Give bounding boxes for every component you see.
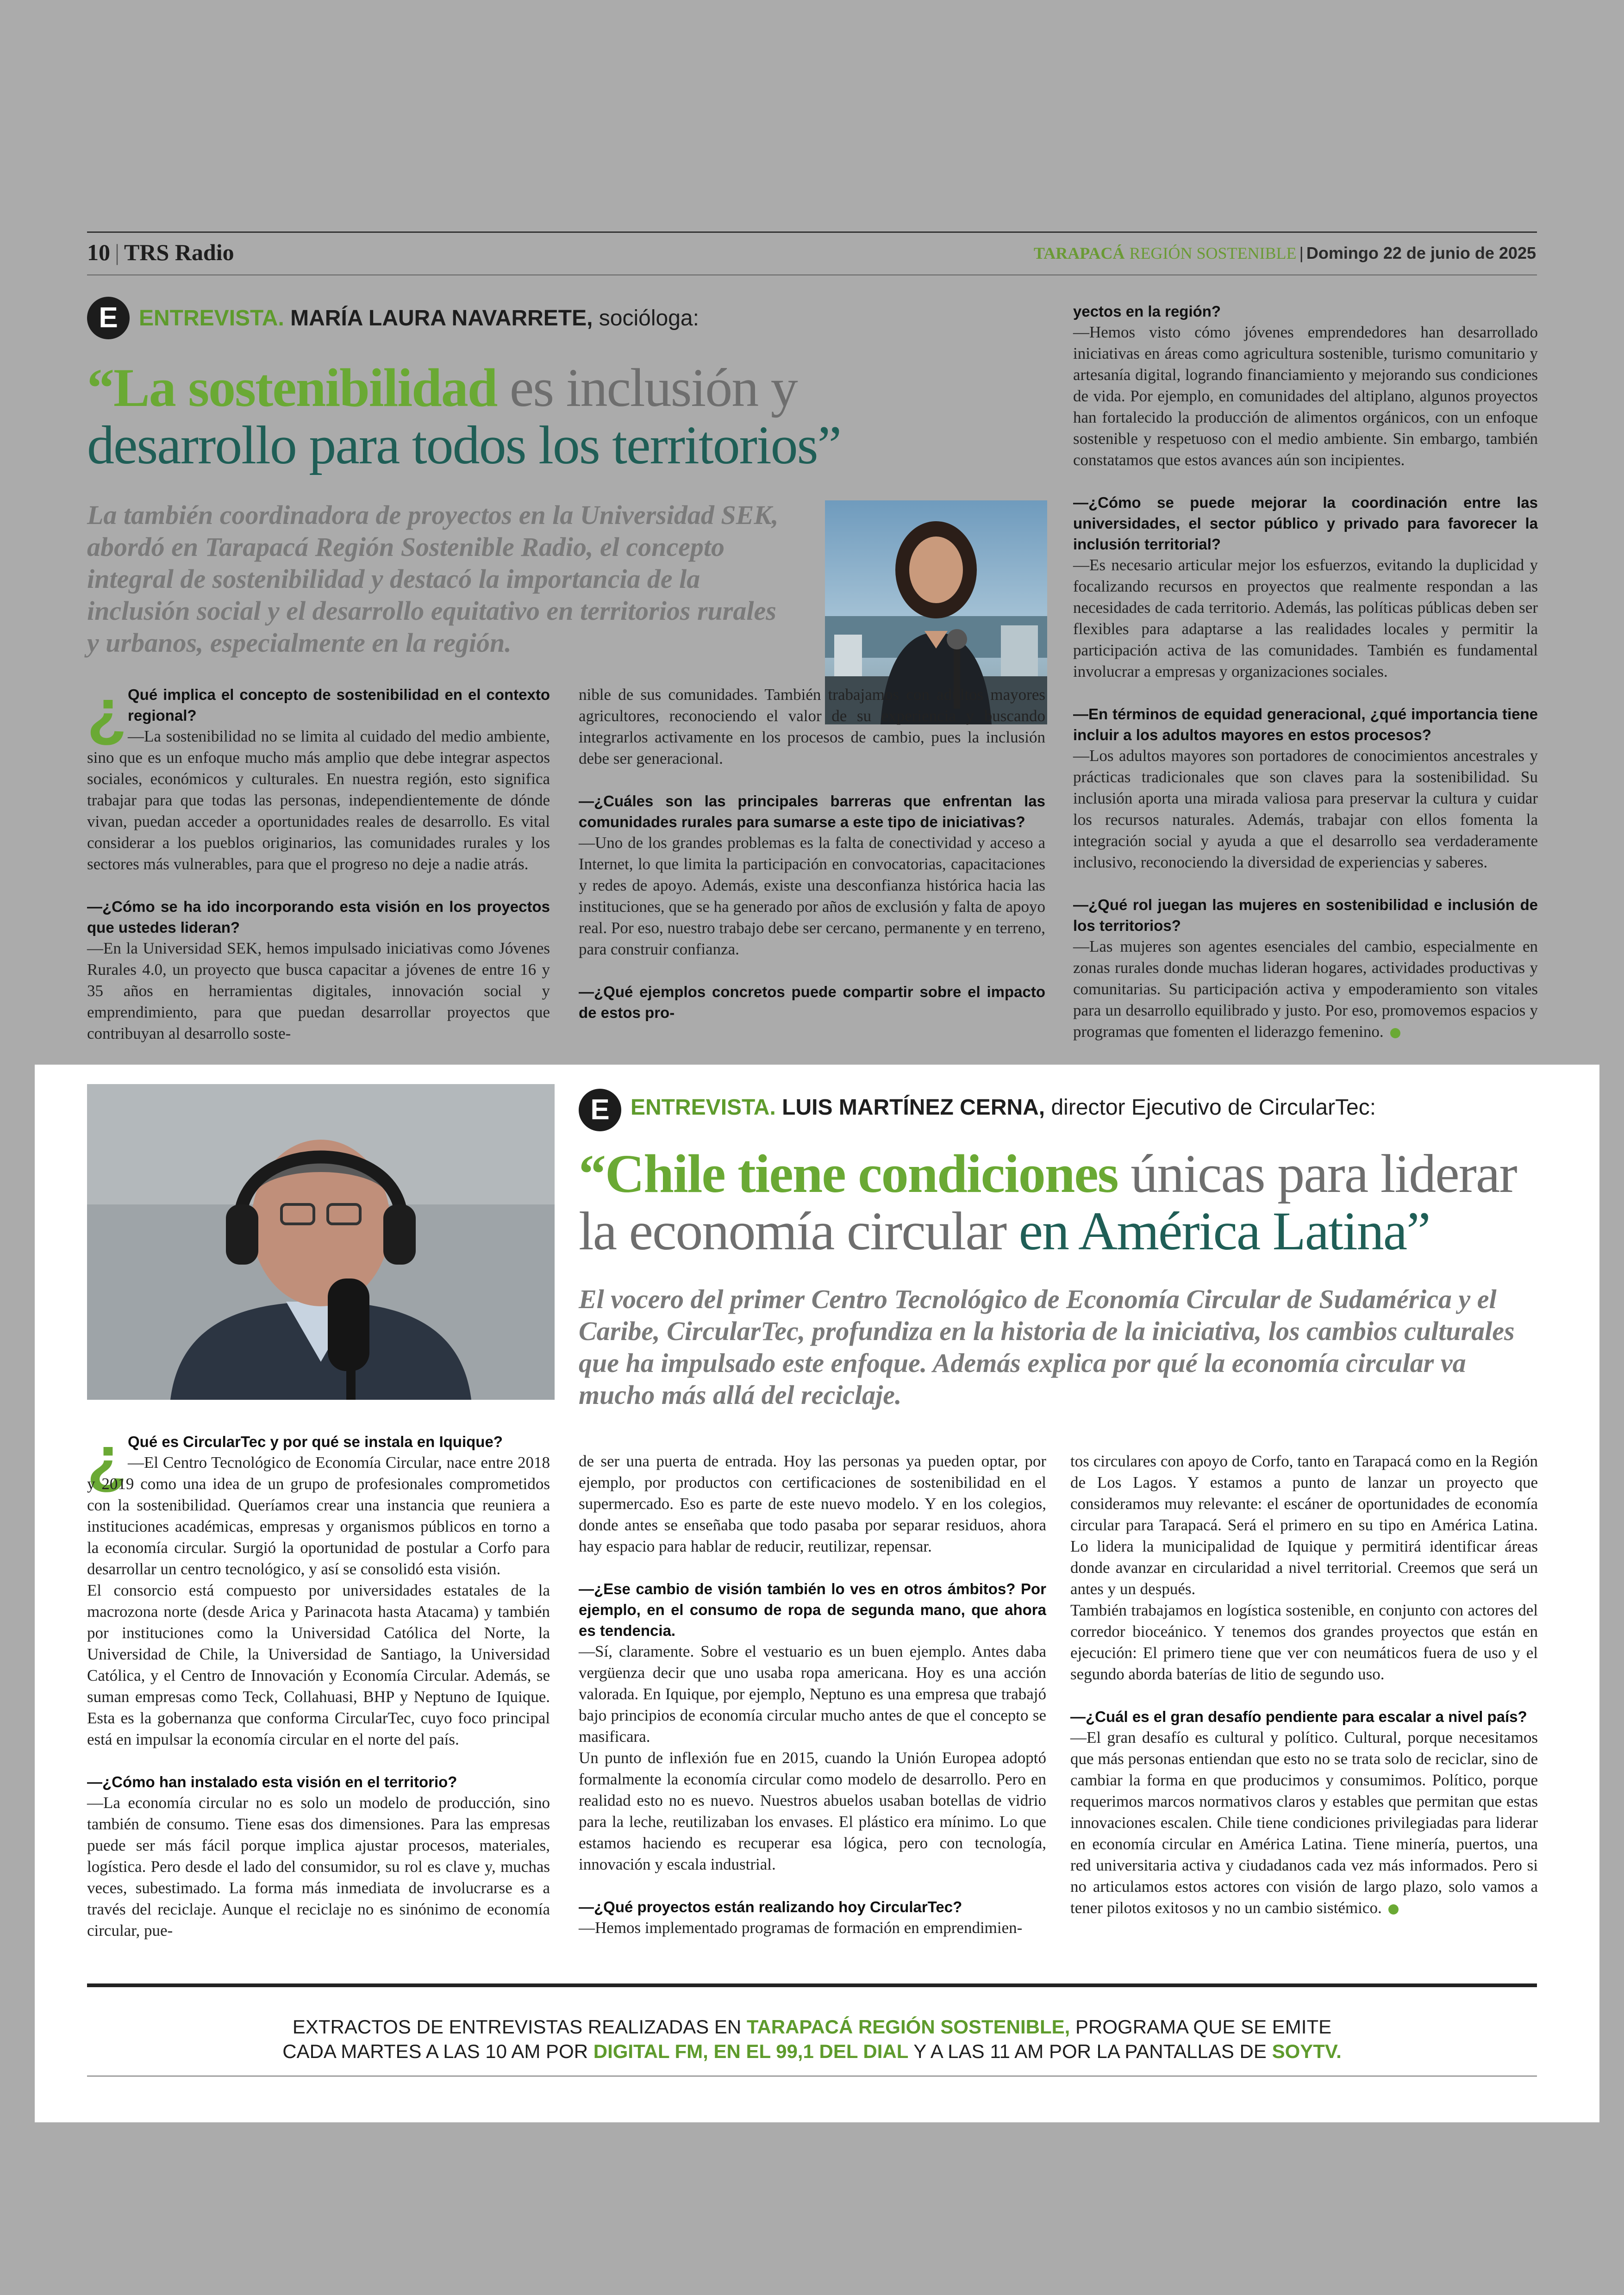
- article1-question-7: —¿Qué rol juegan las mujeres en sostenibilidad e inclusión de los territorios?: [1073, 896, 1538, 934]
- article2-column-2: [579, 1451, 1046, 1939]
- article2-answer-3: —Sí, claramente. Sobre el vestuario es un buen ejemplo. Antes daba vergüenza decir que uno usaba ropa americana. Hoy es una acción valorada. En Iquique, por ejemplo, Neptuno es una empresa que trabajó bajo principios de economía circular mucho antes de que el concepto se masificara.: [579, 1642, 1046, 1746]
- article2-headline-line2-teal: en América Latina”: [1018, 1200, 1430, 1261]
- article2-question-4: —¿Qué proyectos están realizando hoy CircularTec?: [579, 1898, 962, 1915]
- article2-answer-1b: El consorcio está compuesto por universidades estatales de la macrozona norte (desde Arica y Parinacota hasta Atacama) y también por instituciones como la Universidad Católica del Norte, la Universidad de Chile, la Universidad de Santiago, la Universidad Católica, y el Centro de Innovación y Economía Circular. Además, se suman empresas como Teck, Collahuasi, BHP y Neptuno de Iquique. Esta es la gobernanza que conforma CircularTec, cuyo foco principal está en impulsar la economía circular en el norte del país.: [87, 1581, 550, 1748]
- footer-l1-c: PROGRAMA QUE SE EMITE: [1070, 2016, 1332, 2038]
- article1-e-badge: E: [87, 297, 130, 339]
- man-portrait-image: [87, 1084, 555, 1400]
- article2-answer-4b: También trabajamos en logística sostenible, en conjunto con actores del corredor bioceánico. Y tenemos dos grandes proyectos que están en ejecución: El primero tiene que ver con neumáticos fuera de uso y el segundo aborda baterías de litio de segundo uso.: [1070, 1601, 1538, 1683]
- article1-answer-1: —La sostenibilidad no se limita al cuidado del medio ambiente, sino que es un enfoque mucho más amplio que debe integrar aspectos sociales, económicos y culturales. En nuestra región, esto significa trabajar para que todas las personas, independientemente de dónde vivan, puedan acceder a oportunidades reales de desarrollo. Es vital considerar a los pueblos originarios, las comunidades rurales y los sectores más vulnerables, para que el progreso no deje a nadie atrás.: [87, 727, 550, 873]
- article1-drop-question-mark: ¿: [87, 675, 127, 748]
- article2-kicker: [631, 1095, 1376, 1120]
- article1-question-3: —¿Cuáles son las principales barreras que enfrentan las comunidades rurales para sumarse a este tipo de iniciativas?: [579, 792, 1045, 830]
- footer-l2-radio: DIGITAL FM, EN EL 99,1 DEL DIAL: [593, 2040, 909, 2062]
- article2-headline: [579, 1145, 1517, 1260]
- article2-question-2: —¿Cómo han instalado esta visión en el territorio?: [87, 1773, 457, 1790]
- brand-light: REGIÓN SOSTENIBLE: [1129, 244, 1297, 262]
- article1-answer-4: —Hemos visto cómo jóvenes emprendedores han desarrollado iniciativas en áreas como agricultura sostenible, turismo comunitario y artesanía digital, logrando financiamiento y mejorando sus condiciones de vida. Por ejemplo, en comunidades del altiplano, algunos proyectos han fortalecido la producción de alimentos orgánicos, con un enfoque sostenible y respetuoso con el medio ambiente. Sin embargo, también constatamos que estos avances aún son incipientes.: [1073, 323, 1538, 469]
- article2-kicker-label: ENTREVISTA.: [631, 1095, 776, 1120]
- article1-column-3: [1073, 301, 1538, 1042]
- article2-column-3: [1070, 1451, 1538, 1919]
- article1-kicker: [139, 306, 699, 331]
- article1-answer-3: —Uno de los grandes problemas es la falta de conectividad y acceso a Internet, lo que limita la participación en convocatorias, capacitaciones y redes de apoyo. Además, existe una desconfianza histórica hacia las instituciones, que se ha generado por años de exclusión y falta de apoyo real. Por eso, nuestro trabajo debe ser cercano, permanente y en terreno, para construir confianza.: [579, 834, 1045, 958]
- article2-headline-green: “Chile tiene condiciones: [579, 1143, 1118, 1204]
- article2-answer-4-cont: tos circulares con apoyo de Corfo, tanto en Tarapacá como en la Región de Los Lagos. Y estamos a punto de lanzar un proyecto que consideramos muy relevante: el escáner de oportunidades de economía circular para Tarapacá. Será el primero en su tipo en América Latina. Lo lidera la municipalidad de Iquique y permitirá identificar áreas donde avanzar en circularidad a nivel territorial. Creemos que será un antes y un después.: [1070, 1452, 1538, 1598]
- article1-answer-5: —Es necesario articular mejor los esfuerzos, evitando la duplicidad y focalizando recursos en proyectos que realmente respondan a las necesidades de cada territorio. Además, las políticas públicas deben ser flexibles para adaptarse a las realidades locales y permitir la participación activa de las comunidades. También es fundamental involucrar a empresas y organizaciones sociales.: [1073, 556, 1538, 680]
- section-name: TRS Radio: [124, 239, 234, 265]
- article1-question-4: —¿Qué ejemplos concretos puede compartir sobre el impacto de estos pro-: [579, 983, 1045, 1021]
- article2-column-1: [87, 1431, 550, 1941]
- article2-answer-2-cont: de ser una puerta de entrada. Hoy las personas ya pueden optar, por ejemplo, por productos con certificaciones de sostenibilidad en el supermercado. Eso es parte de este nuevo modelo. Y en los colegios, donde antes se enseñaba que todo pasaba por separar residuos, ahora hay espacio para hablar de reducir, reutilizar, repensar.: [579, 1452, 1046, 1555]
- article2-answer-2: —La economía circular no es solo un modelo de producción, sino también de consumo. Tiene esas dos dimensiones. Para las empresas puede ser más fácil porque implica ajustar procesos, materiales, logística. Pero desde el lado del consumidor, su rol es clave y, muchas veces, subestimado. La forma más inmediata de involucrarse es a través del reciclaje. Aunque el reciclaje no es sinónimo de economía circular, pue-: [87, 1794, 550, 1940]
- article1-answer-2-cont: nible de sus comunidades. También trabajamos con adultos mayores agricultores, reconociendo el valor de su experiencia y buscando integrarlos activamente en los procesos de cambio, pues la inclusión debe ser generacional.: [579, 686, 1045, 767]
- article2-answer-5: [1070, 1727, 1538, 1919]
- footer-l2-a: CADA MARTES A LAS 10 AM POR: [282, 2040, 593, 2062]
- header-bottom-rule: [87, 274, 1537, 275]
- brand-bold: TARAPACÁ: [1033, 244, 1125, 262]
- article2-answer-4: —Hemos implementado programas de formación en emprendimien-: [579, 1919, 1023, 1937]
- article2-kicker-role: director Ejecutivo de CircularTec:: [1051, 1095, 1376, 1120]
- article2-headline-line2-gray: la economía circular: [579, 1200, 1019, 1261]
- article2-drop-question-mark: ¿: [87, 1422, 127, 1495]
- article1-kicker-role: socióloga:: [599, 306, 699, 331]
- dateline-separator: |: [1299, 243, 1304, 262]
- article2-question-1: Qué es CircularTec y por qué se instala en Iquique?: [128, 1433, 503, 1450]
- article2-answer-3b: Un punto de inflexión fue en 2015, cuando la Unión Europea adoptó formalmente la economía circular como modelo de desarrollo. Pero en realidad esto no es nuevo. Nuestros abuelos usaban botellas de vidrio para la leche, reutilizaban los envases. El plástico era mínimo. Lo que estamos haciendo es recuperar esa lógica, pero con tecnología, innovación y escala industrial.: [579, 1749, 1046, 1873]
- footer-bottom-rule: [87, 2076, 1537, 2077]
- article1-answer-2: —En la Universidad SEK, hemos impulsado iniciativas como Jóvenes Rurales 4.0, un proyecto que busca capacitar a jóvenes de entre 16 y 35 años en herramientas digitales, innovación social y emprendimiento, para que puedan desarrollar proyectos que contribuyan al desarrollo soste-: [87, 939, 550, 1042]
- article2-photo: [87, 1084, 555, 1400]
- header-top-rule: [87, 231, 1537, 233]
- article1-question-1: Qué implica el concepto de sostenibilidad en el contexto regional?: [128, 686, 550, 724]
- article1-kicker-name: MARÍA LAURA NAVARRETE,: [290, 306, 593, 331]
- article1-question-6: —En términos de equidad generacional, ¿qué importancia tiene incluir a los adultos mayores en estos procesos?: [1073, 705, 1538, 743]
- page-dateline: [1034, 243, 1536, 263]
- article1-headline: [87, 359, 841, 474]
- article1-headline-rest1: es inclusión y: [497, 357, 797, 418]
- article2-deck: El vocero del primer Centro Tecnológico de Economía Circular de Sudamérica y el Caribe, CircularTec, profundiza en la historia de la iniciativa, los cambios culturales que ha impulsado este enfoque. Además explica por qué la economía circular va mucho más allá del reciclaje.: [579, 1284, 1515, 1410]
- footer-l1-a: EXTRACTOS DE ENTREVISTAS REALIZADAS EN: [292, 2016, 747, 2038]
- footer-l2-tv: SOYTV.: [1272, 2040, 1342, 2062]
- article2-question-5: —¿Cuál es el gran desafío pendiente para escalar a nivel país?: [1070, 1708, 1527, 1725]
- page-number: 10: [87, 239, 110, 265]
- article1-question-5: —¿Cómo se puede mejorar la coordinación entre las universidades, el sector público y privado para favorecer la inclusión territorial?: [1073, 494, 1538, 553]
- article1-end-dot: [1390, 1028, 1400, 1038]
- article1-column-2: [579, 684, 1045, 1023]
- footer-line-1: [44, 2016, 1580, 2038]
- folio-separator: |: [115, 239, 120, 265]
- footer-l1-program: TARAPACÁ REGIÓN SOSTENIBLE,: [746, 2016, 1070, 2038]
- article1-kicker-label: ENTREVISTA.: [139, 306, 284, 331]
- article2-end-dot: [1388, 1904, 1399, 1915]
- article2-answer-1: —El Centro Tecnológico de Economía Circular, nace entre 2018 y 2019 como una idea de un grupo de profesionales comprometidos con la sostenibilidad. Queríamos crear una instancia que reuniera a instituciones académicas, empresas y organismos públicos en torno a la economía circular. Surgió la oportunidad de postular a Corfo para desarrollar un centro tecnológico, y así se consolidó esta visión.: [87, 1453, 550, 1578]
- issue-date: Domingo 22 de junio de 2025: [1306, 243, 1536, 262]
- article1-headline-green: “La sostenibilidad: [87, 357, 497, 418]
- page-folio: [87, 239, 234, 266]
- article1-question-2: —¿Cómo se ha ido incorporando esta visión en los proyectos que ustedes lideran?: [87, 898, 550, 936]
- article2-kicker-name: LUIS MARTÍNEZ CERNA,: [782, 1095, 1045, 1120]
- footer-top-rule: [87, 1983, 1537, 1987]
- article1-column-1: [87, 684, 550, 1044]
- article2-headline-rest1: únicas para liderar: [1118, 1143, 1517, 1204]
- article1-question-4-cont: yectos en la región?: [1073, 303, 1221, 320]
- article1-answer-6: —Los adultos mayores son portadores de conocimientos ancestrales y prácticas tradicionales que son claves para la sostenibilidad. Su inclusión aporta una mirada valiosa para preservar la cultura y cuidar los recursos naturales. Además, trabajar con ellos fomenta la integración social y ayuda a que el desarrollo sea verdaderamente inclusivo, reconociendo la diversidad de experiencias y saberes.: [1073, 747, 1538, 871]
- article1-answer-7-text: —Las mujeres son agentes esenciales del cambio, especialmente en zonas rurales donde muchas lideran hogares, actividades productivas y comunitarias. Su participación activa y empoderamiento son vitales para un desarrollo equilibrado y justo. Por eso, promovemos espacios y programas que fomenten el liderazgo femenino.: [1073, 937, 1538, 1041]
- article1-answer-7: [1073, 936, 1538, 1042]
- footer-line-2: [44, 2040, 1580, 2063]
- article2-question-3: —¿Ese cambio de visión también lo ves en otros ámbitos? Por ejemplo, en el consumo de ropa de segunda mano, que ahora es tendencia.: [579, 1580, 1046, 1639]
- article1-headline-line2: desarrollo para todos los territorios”: [87, 414, 841, 475]
- article2-answer-5-text: —El gran desafío es cultural y político. Cultural, porque necesitamos que más personas entiendan que esto no se trata solo de reciclar, sino de cambiar la forma en que producimos y consumimos. Político, porque requerimos marcos normativos claros y estables que permitan que estas innovaciones escalen. Chile tiene condiciones privilegiadas para liderar en economía circular en América Latina. Tiene minería, puertos, una red universitaria activa y ciudadanos cada vez más informados. Pero si no articulamos estos actores con visión de largo plazo, solo vamos a tener pilotos exitosos y no un cambio sistémico.: [1070, 1728, 1538, 1917]
- footer-l2-c: Y A LAS 11 AM POR LA PANTALLAS DE: [908, 2040, 1272, 2062]
- article1-deck: La también coordinadora de proyectos en la Universidad SEK, abordó en Tarapacá Región Sostenible Radio, el concepto integral de sostenibilidad y destacó la importancia de la inclusión social y el desarrollo equitativo en territorios rurales y urbanos, especialmente en la región.: [87, 500, 779, 658]
- article2-e-badge: E: [579, 1089, 621, 1131]
